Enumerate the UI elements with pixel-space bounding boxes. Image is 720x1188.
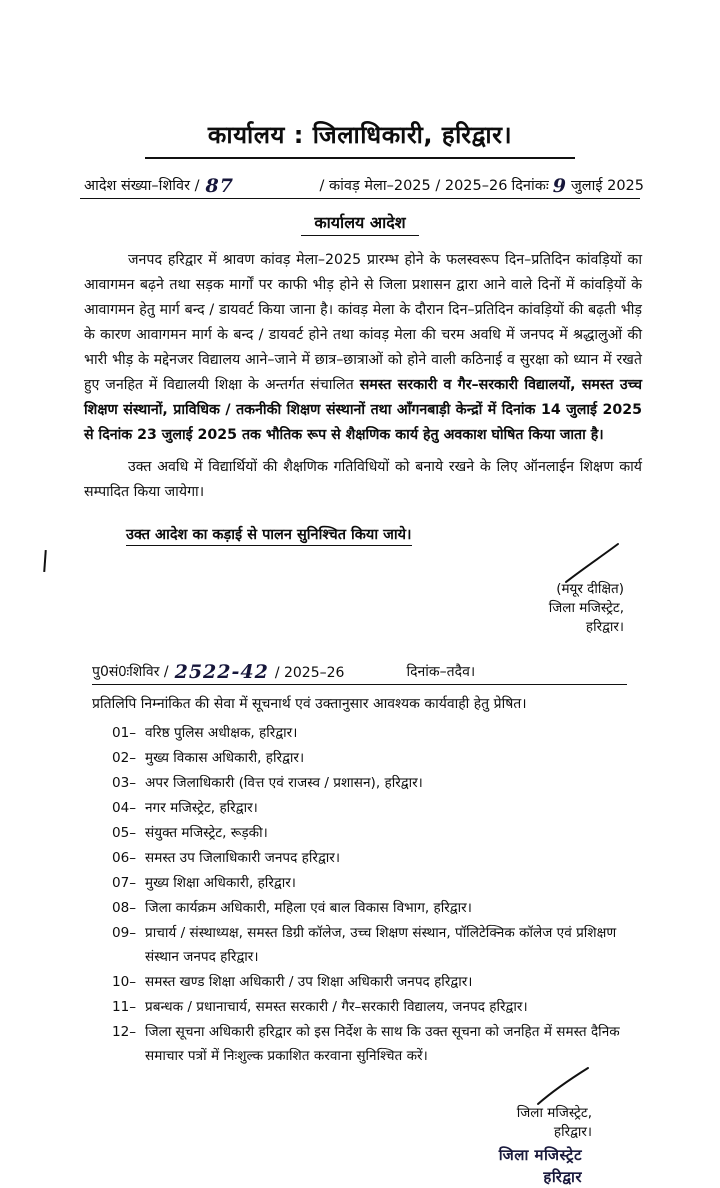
- order-number-left: [84, 173, 234, 195]
- list-item-number: 05–: [112, 824, 137, 841]
- list-item-number: 01–: [112, 724, 137, 741]
- list-item: [112, 771, 650, 795]
- list-item-label: जिला सूचना अधिकारी हरिद्वार को इस निर्देश के साथ कि उक्त सूचना को जनहित में समस्त दैनिक समाचार पत्रों में निःशुल्क प्रकाशित करवाना सुनिश्चित करें।: [145, 1023, 620, 1064]
- list-item-number: 04–: [112, 799, 137, 816]
- list-item-number: 02–: [112, 749, 137, 766]
- reference-date: दिनांक–तदैव।: [406, 663, 476, 680]
- document-body: [0, 248, 720, 546]
- signature-mark-icon: [0, 550, 624, 580]
- order-row-rule: [80, 198, 640, 199]
- list-item-number: 10–: [112, 973, 137, 990]
- order-number-row: [0, 173, 720, 195]
- list-item-number: 12–: [112, 1023, 137, 1040]
- list-item-label: नगर मजिस्ट्रेट, हरिद्वार।: [145, 799, 258, 816]
- order-number-handwritten: 87: [205, 174, 234, 197]
- signatory-place: हरिद्वार।: [553, 1123, 592, 1140]
- document-page: [0, 118, 720, 1186]
- list-item-number: 07–: [112, 874, 137, 891]
- list-item-label: वरिष्ठ पुलिस अधीक्षक, हरिद्वार।: [145, 724, 298, 741]
- list-item: [112, 896, 650, 920]
- signature-block-secondary: [0, 1074, 720, 1142]
- reference-number-row: [0, 659, 720, 681]
- office-title: कार्यालय : जिलाधिकारी, हरिद्वार।: [207, 121, 513, 149]
- signatory-designation: जिला मजिस्ट्रेट,: [548, 599, 624, 616]
- list-item-number: 06–: [112, 849, 137, 866]
- paragraph-1-text: जनपद हरिद्वार में श्रावण कांवड़ मेला–2025 प्रारम्भ होने के फलस्वरूप दिन–प्रतिदिन कांवड़ियों का आवागमन बढ़ने तथा सड़क मार्गों पर काफी भीड़ होने से जिला प्रशासन द्वारा आने वाले दिनों में कांवड़ियों के आवागमन हेतु मार्ग बन्द / डायवर्ट किया जाना है। कांवड़ मेला के दौरान दिन–प्रतिदिन कांवड़ियों की बढ़ती भीड़ के कारण आवागमन मार्ग के बन्द / डायवर्ट होने तथा कांवड़ मेला की चरम अवधि में जनपद में श्रद्धालुओं की भारी भीड़ के मद्देनजर विद्यालय आने–जाने में छात्र–छात्राओं को होने वाली कठिनाई व सुरक्षा को ध्यान में रखते हुए जनहित में विद्यालयी शिक्षा के अन्तर्गत संचालित: [84, 251, 642, 393]
- list-item: [112, 821, 650, 845]
- order-date-label: दिनांकः: [511, 177, 549, 194]
- reference-number-handwritten: 2522-42: [174, 660, 269, 683]
- list-item-number: 08–: [112, 899, 137, 916]
- signatory-place: हरिद्वार।: [585, 618, 624, 635]
- order-heading: कार्यालय आदेश: [314, 212, 406, 232]
- title-underline: [145, 157, 575, 159]
- list-item: [112, 921, 650, 969]
- order-date-handwritten: 9: [552, 174, 568, 197]
- paragraph-1: [84, 248, 642, 448]
- list-item-label: मुख्य विकास अधिकारी, हरिद्वार।: [145, 749, 305, 766]
- list-item-label: जिला कार्यक्रम अधिकारी, महिला एवं बाल विकास विभाग, हरिद्वार।: [145, 899, 472, 916]
- list-item-label: अपर जिलाधिकारी (वित्त एवं राजस्व / प्रशासन), हरिद्वार।: [145, 774, 423, 791]
- list-item: [112, 1020, 650, 1068]
- stamp-line-1: जिला मजिस्ट्रेट: [498, 1145, 582, 1164]
- list-item: [112, 796, 650, 820]
- list-item: [112, 995, 650, 1019]
- reference-row-rule: [92, 684, 627, 685]
- list-item-label: प्राचार्य / संस्थाध्यक्ष, समस्त डिग्री कॉलेज, उच्च शिक्षण संस्थान, पॉलिटेक्निक कॉलेज एवं प्रशिक्षण संस्थान जनपद हरिद्वार।: [145, 924, 617, 965]
- order-heading-underline: [301, 235, 419, 236]
- list-item: [112, 970, 650, 994]
- signature-block-primary: [0, 550, 720, 637]
- paragraph-1-bold: समस्त सरकारी व गैर–सरकारी विद्यालयों, समस्त उच्च शिक्षण संस्थानों, प्राविधिक / तकनीकी शिक्षण संस्थानों तथा आँगनबाड़ी केन्द्रों में दिनांक 14 जुलाई 2025 से दिनांक 23 जुलाई 2025 तक भौतिक रूप से शैक्षणिक कार्य हेतु अवकाश घोषित किया जाता है।: [84, 376, 642, 443]
- forwarding-note: प्रतिलिपि निम्नांकित की सेवा में सूचनार्थ एवं उक्तानुसार आवश्यक कार्यवाही हेतु प्रेषित।: [92, 695, 527, 712]
- list-item-number: 09–: [112, 924, 137, 941]
- signatory-designation: जिला मजिस्ट्रेट,: [516, 1104, 592, 1121]
- list-item-number: 03–: [112, 774, 137, 791]
- list-item: [112, 721, 650, 745]
- reference-label: पु0सं0ःशिविर /: [92, 663, 169, 680]
- list-item-label: मुख्य शिक्षा अधिकारी, हरिद्वार।: [145, 874, 296, 891]
- list-item-label: समस्त खण्ड शिक्षा अधिकारी / उप शिक्षा अधिकारी जनपद हरिद्वार।: [145, 973, 473, 990]
- signature-mark-icon: [0, 1074, 592, 1104]
- list-item-label: प्रबन्धक / प्रधानाचार्य, समस्त सरकारी / गैर–सरकारी विद्यालय, जनपद हरिद्वार।: [145, 998, 528, 1015]
- signatory-name: (मयूर दीक्षित): [556, 580, 624, 597]
- reference-mela: / 2025–26: [274, 664, 345, 681]
- paragraph-2: उक्त अवधि में विद्यार्थियों की शैक्षणिक गतिविधियों को बनाये रखने के लिए ऑनलाईन शिक्षण कार्य सम्पादित किया जायेगा।: [84, 458, 642, 500]
- compliance-statement: उक्त आदेश का कड़ाई से पालन सुनिश्चित किया जाये।: [126, 524, 412, 546]
- stamp-line-2: हरिद्वार: [543, 1167, 582, 1186]
- compliance-statement-wrap: [84, 512, 642, 546]
- list-item-label: समस्त उप जिलाधिकारी जनपद हरिद्वार।: [145, 849, 340, 866]
- order-date-text: जुलाई 2025: [571, 177, 644, 194]
- official-stamp: [0, 1144, 720, 1188]
- order-number-label: आदेश संख्या–शिविर /: [84, 177, 200, 194]
- list-item-number: 11–: [112, 998, 137, 1015]
- list-item: [112, 871, 650, 895]
- order-number-right: [320, 173, 644, 195]
- list-item-label: संयुक्त मजिस्ट्रेट, रूड़की।: [145, 824, 268, 841]
- distribution-list: [0, 721, 720, 1068]
- list-item: [112, 746, 650, 770]
- mela-reference: / कांवड़ मेला–2025 / 2025–26: [319, 177, 508, 194]
- list-item: [112, 846, 650, 870]
